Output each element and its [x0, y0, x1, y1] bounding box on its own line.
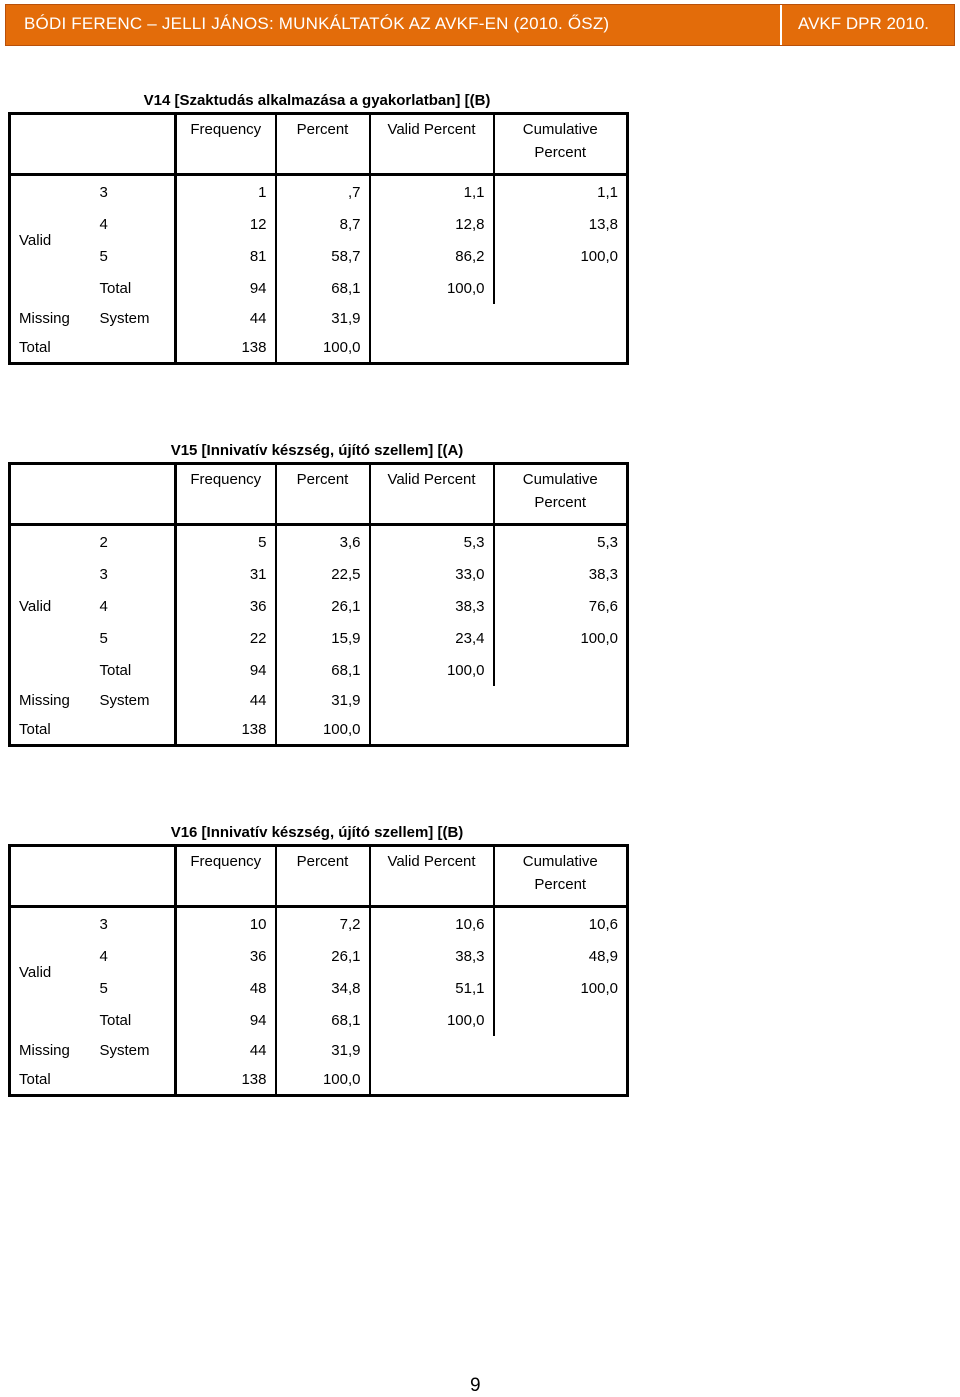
value-cell: 5 [92, 622, 176, 654]
cumulative-cell: 76,6 [494, 590, 628, 622]
percent-cell: 68,1 [276, 1004, 370, 1036]
valid-percent-cell: 10,6 [370, 907, 494, 941]
header-title: BÓDI FERENC – JELLI JÁNOS: MUNKÁLTATÓK AZ AVKF-EN (2010. ŐSZ) [24, 14, 610, 33]
missing-system-label: System [92, 304, 176, 333]
frequency-cell: 138 [176, 333, 276, 364]
percent-cell: 26,1 [276, 940, 370, 972]
percent-cell: 31,9 [276, 304, 370, 333]
value-cell: 3 [92, 558, 176, 590]
header-percent-pad [276, 494, 370, 525]
header-divider [780, 5, 782, 45]
frequency-table [8, 844, 629, 1097]
table-row-valid-total [10, 654, 628, 686]
cumulative-cell-empty [494, 333, 628, 364]
value-cell: 5 [92, 972, 176, 1004]
valid-percent-cell: 23,4 [370, 622, 494, 654]
percent-cell: 68,1 [276, 654, 370, 686]
total-label: Total [10, 715, 176, 746]
valid-percent-cell: 38,3 [370, 590, 494, 622]
valid-percent-cell: 100,0 [370, 1004, 494, 1036]
valid-percent-cell: 100,0 [370, 272, 494, 304]
frequency-cell: 138 [176, 1065, 276, 1096]
missing-system-label: System [92, 686, 176, 715]
valid-label: Valid [19, 231, 52, 249]
frequency-table [8, 112, 629, 365]
table-row [10, 972, 628, 1004]
cumulative-cell: 48,9 [494, 940, 628, 972]
valid-percent-cell-empty [370, 1036, 494, 1065]
frequency-cell: 10 [176, 907, 276, 941]
header-frequency: Frequency [176, 114, 276, 145]
document-header [5, 4, 955, 46]
table-row [10, 622, 628, 654]
percent-cell: 15,9 [276, 622, 370, 654]
percent-cell: 34,8 [276, 972, 370, 1004]
header-percent: Percent [276, 464, 370, 495]
page-number: 9 [470, 1375, 481, 1396]
cumulative-cell: 100,0 [494, 972, 628, 1004]
header-valid-percent-pad [370, 494, 494, 525]
header-cumulative: Cumulative [494, 114, 628, 145]
table-row-missing [10, 304, 628, 333]
total-label: Total [10, 333, 176, 364]
table-title: V16 [Innivatív készség, újító szellem] [(B) [170, 824, 464, 841]
cumulative-cell-empty [494, 1065, 628, 1096]
cumulative-cell-empty [494, 715, 628, 746]
header-percent-pad [276, 144, 370, 175]
value-cell: 5 [92, 240, 176, 272]
value-cell: 3 [92, 175, 176, 209]
valid-percent-cell: 5,3 [370, 525, 494, 559]
frequency-cell: 12 [176, 208, 276, 240]
header-code: AVKF DPR 2010. [798, 14, 930, 33]
valid-percent-cell: 33,0 [370, 558, 494, 590]
table-row-missing [10, 1036, 628, 1065]
header-frequency-pad [176, 494, 276, 525]
header-frequency: Frequency [176, 464, 276, 495]
frequency-cell: 94 [176, 1004, 276, 1036]
valid-percent-cell: 38,3 [370, 940, 494, 972]
table-title: V15 [Innivatív készség, újító szellem] [(A) [170, 442, 464, 459]
percent-cell: 100,0 [276, 1065, 370, 1096]
table-row-valid-total [10, 272, 628, 304]
percent-cell: 26,1 [276, 590, 370, 622]
table-row-valid-total [10, 1004, 628, 1036]
frequency-cell: 94 [176, 654, 276, 686]
valid-percent-cell-empty [370, 304, 494, 333]
table-row [10, 590, 628, 622]
cumulative-cell: 1,1 [494, 175, 628, 209]
header-cumulative: Cumulative [494, 846, 628, 877]
valid-total-label: Total [92, 1004, 176, 1036]
percent-cell: 68,1 [276, 272, 370, 304]
frequency-cell: 81 [176, 240, 276, 272]
valid-percent-cell-empty [370, 686, 494, 715]
table-row [10, 240, 628, 272]
percent-cell: 100,0 [276, 333, 370, 364]
valid-percent-cell-empty [370, 1065, 494, 1096]
table-row [10, 208, 628, 240]
table-row [10, 558, 628, 590]
cumulative-cell: 13,8 [494, 208, 628, 240]
percent-cell: ,7 [276, 175, 370, 209]
value-cell: 4 [92, 208, 176, 240]
percent-cell: 100,0 [276, 715, 370, 746]
header-cumulative: Cumulative [494, 464, 628, 495]
cumulative-cell: 100,0 [494, 622, 628, 654]
percent-cell: 3,6 [276, 525, 370, 559]
header-frequency: Frequency [176, 846, 276, 877]
header-valid-percent-pad [370, 876, 494, 907]
cumulative-cell-empty [494, 654, 628, 686]
missing-label: Missing [19, 692, 70, 709]
header-cumulative-percent: Percent [494, 494, 628, 525]
header-percent: Percent [276, 114, 370, 145]
frequency-cell: 36 [176, 940, 276, 972]
missing-label: Missing [19, 1042, 70, 1059]
value-cell: 2 [92, 525, 176, 559]
valid-percent-cell: 51,1 [370, 972, 494, 1004]
header-corner-cell [10, 114, 176, 175]
header-cumulative-percent: Percent [494, 144, 628, 175]
header-frequency-pad [176, 144, 276, 175]
cumulative-cell-empty [494, 304, 628, 333]
cumulative-cell-empty [494, 1004, 628, 1036]
table-title: V14 [Szaktudás alkalmazása a gyakorlatban] [(B) [143, 92, 491, 109]
missing-label: Missing [19, 310, 70, 327]
frequency-table [8, 462, 629, 747]
table-row [10, 525, 628, 559]
valid-percent-cell: 100,0 [370, 654, 494, 686]
cumulative-cell: 38,3 [494, 558, 628, 590]
frequency-cell: 138 [176, 715, 276, 746]
valid-percent-cell: 12,8 [370, 208, 494, 240]
frequency-cell: 5 [176, 525, 276, 559]
frequency-cell: 1 [176, 175, 276, 209]
header-percent-pad [276, 876, 370, 907]
header-valid-percent: Valid Percent [370, 114, 494, 145]
valid-percent-cell: 1,1 [370, 175, 494, 209]
percent-cell: 58,7 [276, 240, 370, 272]
header-corner-cell [10, 464, 176, 525]
value-cell: 4 [92, 590, 176, 622]
frequency-cell: 94 [176, 272, 276, 304]
value-cell: 3 [92, 907, 176, 941]
header-valid-percent: Valid Percent [370, 464, 494, 495]
table-row-total [10, 1065, 628, 1096]
table-row [10, 907, 628, 941]
frequency-cell: 22 [176, 622, 276, 654]
frequency-cell: 44 [176, 1036, 276, 1065]
frequency-cell: 31 [176, 558, 276, 590]
cumulative-cell: 100,0 [494, 240, 628, 272]
valid-total-label: Total [92, 654, 176, 686]
missing-system-label: System [92, 1036, 176, 1065]
table-row [10, 940, 628, 972]
cumulative-cell: 5,3 [494, 525, 628, 559]
table-row-total [10, 715, 628, 746]
valid-label: Valid [19, 597, 52, 615]
header-cumulative-percent: Percent [494, 876, 628, 907]
header-frequency-pad [176, 876, 276, 907]
header-valid-percent-pad [370, 144, 494, 175]
cumulative-cell-empty [494, 1036, 628, 1065]
cumulative-cell-empty [494, 686, 628, 715]
header-corner-cell [10, 846, 176, 907]
total-label: Total [10, 1065, 176, 1096]
valid-percent-cell-empty [370, 333, 494, 364]
header-percent: Percent [276, 846, 370, 877]
percent-cell: 31,9 [276, 1036, 370, 1065]
valid-total-label: Total [92, 272, 176, 304]
cumulative-cell-empty [494, 272, 628, 304]
table-row-missing [10, 686, 628, 715]
cumulative-cell: 10,6 [494, 907, 628, 941]
table-row-total [10, 333, 628, 364]
valid-percent-cell: 86,2 [370, 240, 494, 272]
value-cell: 4 [92, 940, 176, 972]
frequency-cell: 44 [176, 304, 276, 333]
frequency-cell: 48 [176, 972, 276, 1004]
percent-cell: 22,5 [276, 558, 370, 590]
percent-cell: 7,2 [276, 907, 370, 941]
frequency-cell: 36 [176, 590, 276, 622]
frequency-cell: 44 [176, 686, 276, 715]
table-row [10, 175, 628, 209]
header-valid-percent: Valid Percent [370, 846, 494, 877]
percent-cell: 8,7 [276, 208, 370, 240]
valid-label: Valid [19, 963, 52, 981]
percent-cell: 31,9 [276, 686, 370, 715]
valid-percent-cell-empty [370, 715, 494, 746]
